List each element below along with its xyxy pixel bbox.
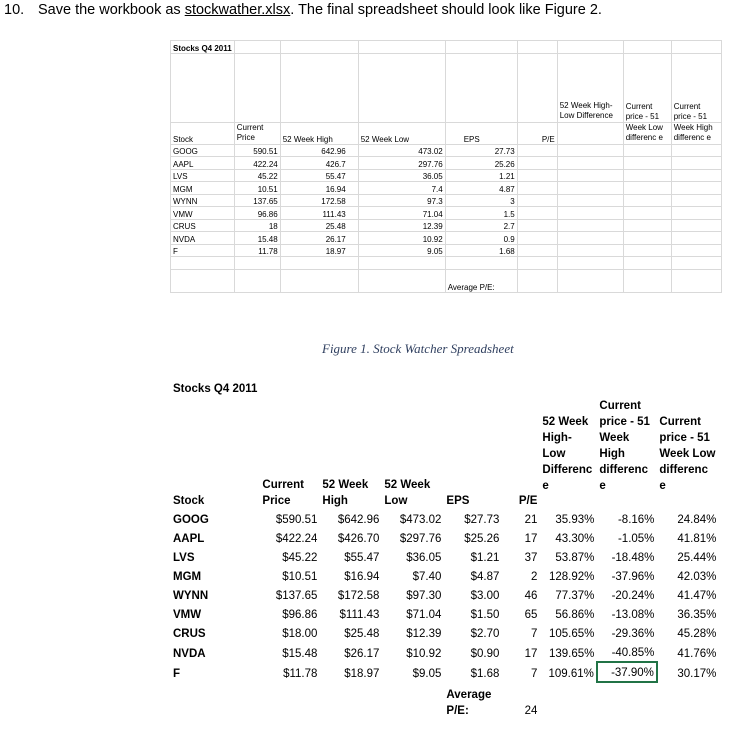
- cell-diff-low[interactable]: 41.76%: [677, 647, 717, 660]
- empty-cell[interactable]: [517, 207, 557, 220]
- empty-cell[interactable]: [671, 257, 721, 270]
- cell-high[interactable]: $16.94: [344, 571, 380, 583]
- cell-high[interactable]: 642.96: [280, 144, 358, 157]
- empty-cell[interactable]: [517, 194, 557, 207]
- table-row: [171, 194, 722, 207]
- cell-low[interactable]: $12.39: [406, 628, 442, 640]
- instruction-number: 10.: [4, 2, 25, 18]
- cell-high[interactable]: $172.58: [337, 590, 380, 602]
- cell-diff-low[interactable]: 41.81%: [677, 533, 717, 545]
- cell-eps[interactable]: $1.50: [470, 609, 500, 621]
- instruction: [4, 2, 602, 18]
- cell-diff-high[interactable]: -40.85%: [611, 647, 655, 659]
- cell-price[interactable]: $10.51: [282, 571, 318, 583]
- empty-cell[interactable]: [517, 182, 557, 195]
- fig2-header-current-price: Current Price: [262, 479, 304, 507]
- workbook-filename: stockwather.xlsx: [184, 2, 291, 18]
- cell-high[interactable]: 55.47: [280, 169, 358, 182]
- cell-low[interactable]: 10.92: [358, 232, 445, 245]
- cell-pe[interactable]: 46: [524, 590, 538, 602]
- empty-cell[interactable]: [557, 232, 623, 245]
- cell-high[interactable]: 172.58: [280, 194, 358, 207]
- cell-stock[interactable]: NVDA: [171, 232, 235, 245]
- cell-eps[interactable]: 3: [445, 194, 517, 207]
- cell-low[interactable]: $36.05: [406, 552, 442, 564]
- cell-low[interactable]: 36.05: [358, 169, 445, 182]
- cell-eps[interactable]: $25.26: [464, 533, 500, 545]
- cell-diff-high[interactable]: -37.96%: [611, 571, 655, 583]
- cell-stock[interactable]: CRUS: [171, 219, 235, 232]
- empty-cell[interactable]: [280, 269, 358, 292]
- empty-cell[interactable]: [671, 219, 721, 232]
- cell-hilo-diff[interactable]: 105.65%: [549, 628, 595, 640]
- table-row: [171, 548, 719, 567]
- cell-pe[interactable]: 7: [531, 667, 538, 680]
- cell-price[interactable]: 45.22: [234, 169, 280, 182]
- fig2-header-hilo-diff: 52 Week High-Low Differenc e: [542, 416, 593, 492]
- table-row: [171, 219, 722, 232]
- cell-stock[interactable]: GOOG: [171, 144, 235, 157]
- header-diff-high: Current price - 51 Week High differenc e: [671, 53, 721, 122]
- cell-eps[interactable]: $27.73: [464, 514, 500, 526]
- cell-price[interactable]: 10.51: [234, 182, 280, 195]
- empty-cell[interactable]: [671, 144, 721, 157]
- cell-low[interactable]: $10.92: [406, 647, 442, 660]
- table-row: [171, 662, 719, 682]
- cell-eps[interactable]: $3.00: [470, 590, 500, 602]
- figure1-caption: Figure 1. Stock Watcher Spreadsheet: [322, 341, 514, 356]
- cell-stock[interactable]: AAPL: [171, 157, 235, 170]
- cell-price[interactable]: 15.48: [234, 232, 280, 245]
- cell-low[interactable]: $71.04: [406, 609, 442, 621]
- empty-cell[interactable]: [280, 257, 358, 270]
- cell-eps[interactable]: 4.87: [445, 182, 517, 195]
- empty-cell[interactable]: [597, 682, 657, 719]
- table-row: [171, 510, 719, 529]
- cell-stock[interactable]: AAPL: [173, 533, 205, 545]
- cell-stock[interactable]: F: [173, 667, 181, 680]
- cell-pe[interactable]: 65: [524, 609, 538, 621]
- cell-eps[interactable]: $2.70: [470, 628, 500, 640]
- cell-hilo-diff[interactable]: 53.87%: [555, 552, 595, 564]
- cell-low[interactable]: $473.02: [399, 514, 442, 526]
- cell-price[interactable]: 422.24: [234, 157, 280, 170]
- empty-cell[interactable]: [517, 257, 557, 270]
- empty-cell[interactable]: [557, 157, 623, 170]
- cell-diff-high[interactable]: -8.16%: [617, 514, 655, 526]
- table-row: [171, 207, 722, 220]
- empty-cell[interactable]: [557, 257, 623, 270]
- cell-high[interactable]: 26.17: [280, 232, 358, 245]
- cell-low[interactable]: 12.39: [358, 219, 445, 232]
- cell-high[interactable]: $25.48: [344, 628, 380, 640]
- table-row: [171, 643, 719, 663]
- empty-cell[interactable]: [260, 682, 320, 719]
- cell-high[interactable]: $426.70: [337, 533, 380, 545]
- cell-diff-low[interactable]: 24.84%: [677, 514, 717, 526]
- empty-cell[interactable]: [171, 257, 235, 270]
- empty-cell[interactable]: [171, 269, 235, 292]
- table-row: [171, 244, 722, 257]
- empty-cell[interactable]: [382, 682, 444, 719]
- cell-high[interactable]: $55.47: [344, 552, 380, 564]
- fig2-average-pe-label[interactable]: Average P/E:: [446, 688, 492, 717]
- cell-eps[interactable]: 27.73: [445, 144, 517, 157]
- empty-cell[interactable]: [445, 257, 517, 270]
- cell-low[interactable]: $97.30: [406, 590, 442, 602]
- cell-low[interactable]: $7.40: [412, 571, 442, 583]
- cell-hilo-diff[interactable]: 77.37%: [555, 590, 595, 602]
- empty-cell[interactable]: [234, 269, 280, 292]
- header-low: 52 Week Low: [358, 122, 445, 144]
- empty-cell[interactable]: [623, 232, 671, 245]
- cell-low[interactable]: 7.4: [358, 182, 445, 195]
- empty-cell[interactable]: [557, 169, 623, 182]
- cell-stock[interactable]: MGM: [173, 571, 202, 583]
- cell-diff-high[interactable]: -18.48%: [611, 552, 655, 564]
- table-row: [171, 605, 719, 624]
- cell-eps[interactable]: $4.87: [470, 571, 500, 583]
- empty-cell[interactable]: [557, 182, 623, 195]
- empty-cell[interactable]: [557, 269, 623, 292]
- cell-stock[interactable]: VMW: [173, 609, 202, 621]
- empty-cell[interactable]: [623, 244, 671, 257]
- cell-price[interactable]: $15.48: [282, 647, 318, 660]
- cell-eps[interactable]: 25.26: [445, 157, 517, 170]
- empty-cell[interactable]: [623, 194, 671, 207]
- header-pe: P/E: [517, 122, 557, 144]
- header-high: 52 Week High: [280, 122, 358, 144]
- cell-stock[interactable]: LVS: [173, 552, 195, 564]
- cell-diff-low[interactable]: 42.03%: [677, 571, 717, 583]
- fig2-header-stock: Stock: [173, 495, 205, 507]
- cell-high[interactable]: 111.43: [280, 207, 358, 220]
- empty-cell[interactable]: [557, 219, 623, 232]
- cell-high[interactable]: $111.43: [339, 609, 380, 621]
- cell-pe[interactable]: 17: [524, 647, 538, 660]
- cell-stock[interactable]: CRUS: [173, 628, 206, 640]
- fig2-average-pe-value[interactable]: 24: [524, 704, 538, 717]
- cell-price[interactable]: $45.22: [282, 552, 318, 564]
- empty-cell[interactable]: [517, 144, 557, 157]
- empty-cell[interactable]: [517, 269, 557, 292]
- empty-cell[interactable]: [517, 219, 557, 232]
- cell-stock[interactable]: F: [171, 244, 235, 257]
- cell-low[interactable]: 71.04: [358, 207, 445, 220]
- instruction-text-end: . The final spreadsheet should look like Figure 2.: [290, 2, 602, 18]
- cell-hilo-diff[interactable]: 43.30%: [555, 533, 595, 545]
- cell-stock[interactable]: LVS: [171, 169, 235, 182]
- empty-cell[interactable]: [671, 207, 721, 220]
- selected-cell[interactable]: -37.90%: [597, 662, 657, 682]
- table-row: [171, 624, 719, 643]
- empty-cell[interactable]: [517, 244, 557, 257]
- cell-pe[interactable]: 17: [524, 533, 538, 545]
- cell-stock[interactable]: WYNN: [173, 590, 209, 602]
- header-hilo-diff: 52 Week High-Low Difference: [557, 53, 623, 122]
- empty-cell[interactable]: [557, 194, 623, 207]
- cell-stock[interactable]: MGM: [171, 182, 235, 195]
- empty-cell[interactable]: [358, 269, 445, 292]
- cell-eps[interactable]: $1.21: [470, 552, 500, 564]
- cell-stock[interactable]: WYNN: [171, 194, 235, 207]
- table-row: [171, 157, 722, 170]
- figure2-spreadsheet: [170, 378, 719, 720]
- empty-cell[interactable]: [358, 257, 445, 270]
- cell-low[interactable]: 297.76: [358, 157, 445, 170]
- cell-price[interactable]: $422.24: [275, 533, 318, 545]
- cell-stock[interactable]: VMW: [171, 207, 235, 220]
- empty-cell[interactable]: [517, 157, 557, 170]
- cell-hilo-diff[interactable]: 128.92%: [549, 571, 595, 583]
- table-row: [171, 182, 722, 195]
- cell-pe[interactable]: 21: [524, 514, 538, 526]
- cell-diff-high[interactable]: -29.36%: [611, 628, 655, 640]
- empty-cell[interactable]: [671, 269, 721, 292]
- header-stock: Stock: [171, 122, 235, 144]
- cell-diff-low[interactable]: 41.47%: [677, 590, 717, 602]
- cell-price[interactable]: 18: [234, 219, 280, 232]
- table-row: [171, 169, 722, 182]
- cell-pe[interactable]: 7: [531, 628, 538, 640]
- cell-hilo-diff[interactable]: 35.93%: [555, 514, 595, 526]
- table-row: [171, 586, 719, 605]
- cell-low[interactable]: $297.76: [399, 533, 442, 545]
- cell-low[interactable]: 9.05: [358, 244, 445, 257]
- cell-pe[interactable]: 2: [531, 571, 538, 583]
- cell-eps[interactable]: 0.9: [445, 232, 517, 245]
- average-pe-label[interactable]: Average P/E:: [445, 269, 517, 292]
- empty-cell[interactable]: [671, 232, 721, 245]
- empty-cell[interactable]: [234, 257, 280, 270]
- figure1-spreadsheet: [170, 40, 722, 293]
- empty-cell[interactable]: [557, 244, 623, 257]
- empty-cell[interactable]: [623, 257, 671, 270]
- empty-cell[interactable]: [671, 157, 721, 170]
- cell-eps[interactable]: 2.7: [445, 219, 517, 232]
- empty-cell[interactable]: [671, 194, 721, 207]
- table-row: [171, 257, 722, 270]
- cell-pe[interactable]: 37: [524, 552, 538, 564]
- cell-high[interactable]: $642.96: [337, 514, 380, 526]
- cell-eps[interactable]: $0.90: [470, 647, 500, 660]
- header-eps: EPS: [445, 122, 517, 144]
- cell-hilo-diff[interactable]: 56.86%: [555, 609, 595, 621]
- cell-stock[interactable]: GOOG: [173, 514, 209, 526]
- empty-cell[interactable]: [623, 182, 671, 195]
- empty-cell[interactable]: [557, 207, 623, 220]
- table-row: [171, 232, 722, 245]
- cell-high[interactable]: 25.48: [280, 219, 358, 232]
- cell-eps[interactable]: $1.68: [470, 667, 500, 680]
- sheet-title: Stocks Q4 2011: [171, 41, 235, 54]
- empty-cell[interactable]: [671, 244, 721, 257]
- cell-hilo-diff[interactable]: 109.61%: [548, 667, 594, 680]
- empty-cell[interactable]: [320, 682, 382, 719]
- table-row: [171, 682, 719, 719]
- cell-price[interactable]: 137.65: [234, 194, 280, 207]
- cell-price[interactable]: 96.86: [234, 207, 280, 220]
- cell-diff-low[interactable]: 45.28%: [677, 628, 717, 640]
- empty-cell[interactable]: [657, 682, 719, 719]
- empty-cell[interactable]: [517, 232, 557, 245]
- table-row: [171, 144, 722, 157]
- empty-cell[interactable]: [623, 219, 671, 232]
- empty-cell[interactable]: [623, 157, 671, 170]
- cell-high[interactable]: 426.7: [280, 157, 358, 170]
- cell-diff-low[interactable]: 36.35%: [677, 609, 717, 621]
- header-diff-low: Current price - 51 Week Low differenc e: [623, 53, 671, 122]
- cell-high[interactable]: 16.94: [280, 182, 358, 195]
- cell-eps[interactable]: 1.5: [445, 207, 517, 220]
- cell-diff-high[interactable]: -20.24%: [611, 590, 655, 602]
- empty-cell[interactable]: [517, 169, 557, 182]
- instruction-text: Save the workbook as: [38, 2, 185, 18]
- cell-high[interactable]: 18.97: [280, 244, 358, 257]
- fig2-header-diff-high: Current price - 51 Week High differenc e: [599, 400, 650, 492]
- cell-eps[interactable]: 1.68: [445, 244, 517, 257]
- fig2-header-eps: EPS: [446, 495, 470, 507]
- cell-diff-high[interactable]: -1.05%: [617, 533, 655, 545]
- table-row: [171, 529, 719, 548]
- table-row: [171, 269, 722, 292]
- empty-cell[interactable]: [171, 682, 260, 719]
- empty-cell[interactable]: [671, 169, 721, 182]
- empty-cell[interactable]: [623, 269, 671, 292]
- cell-hilo-diff[interactable]: 139.65%: [549, 647, 595, 660]
- cell-low[interactable]: 97.3: [358, 194, 445, 207]
- cell-diff-low[interactable]: 30.17%: [677, 667, 717, 680]
- empty-cell[interactable]: [671, 182, 721, 195]
- cell-price[interactable]: 11.78: [234, 244, 280, 257]
- fig2-header-diff-low: Current price - 51 Week Low differenc e: [659, 416, 716, 492]
- empty-cell[interactable]: [540, 682, 597, 719]
- cell-low[interactable]: 473.02: [358, 144, 445, 157]
- cell-price[interactable]: 590.51: [234, 144, 280, 157]
- empty-cell[interactable]: [623, 207, 671, 220]
- cell-price[interactable]: $137.65: [275, 590, 318, 602]
- empty-cell[interactable]: [623, 144, 671, 157]
- cell-eps[interactable]: 1.21: [445, 169, 517, 182]
- empty-cell[interactable]: [557, 144, 623, 157]
- fig2-header-high: 52 Week High: [322, 479, 369, 507]
- cell-high[interactable]: $26.17: [344, 647, 380, 660]
- table-row: [171, 567, 719, 586]
- cell-stock[interactable]: NVDA: [173, 647, 206, 660]
- cell-high[interactable]: $18.97: [344, 667, 380, 680]
- fig2-header-low: 52 Week Low: [384, 479, 431, 507]
- empty-cell[interactable]: [623, 169, 671, 182]
- fig2-sheet-title: Stocks Q4 2011: [173, 383, 258, 395]
- fig2-header-pe: P/E: [518, 495, 538, 507]
- cell-diff-low[interactable]: 25.44%: [677, 552, 717, 564]
- header-current-price: Current Price: [234, 122, 280, 144]
- cell-price[interactable]: $18.00: [282, 628, 318, 640]
- cell-low[interactable]: $9.05: [412, 667, 442, 680]
- cell-price[interactable]: $96.86: [282, 609, 318, 621]
- cell-diff-high[interactable]: -13.08%: [611, 609, 655, 621]
- cell-price[interactable]: $11.78: [283, 667, 318, 680]
- cell-price[interactable]: $590.51: [275, 514, 318, 526]
